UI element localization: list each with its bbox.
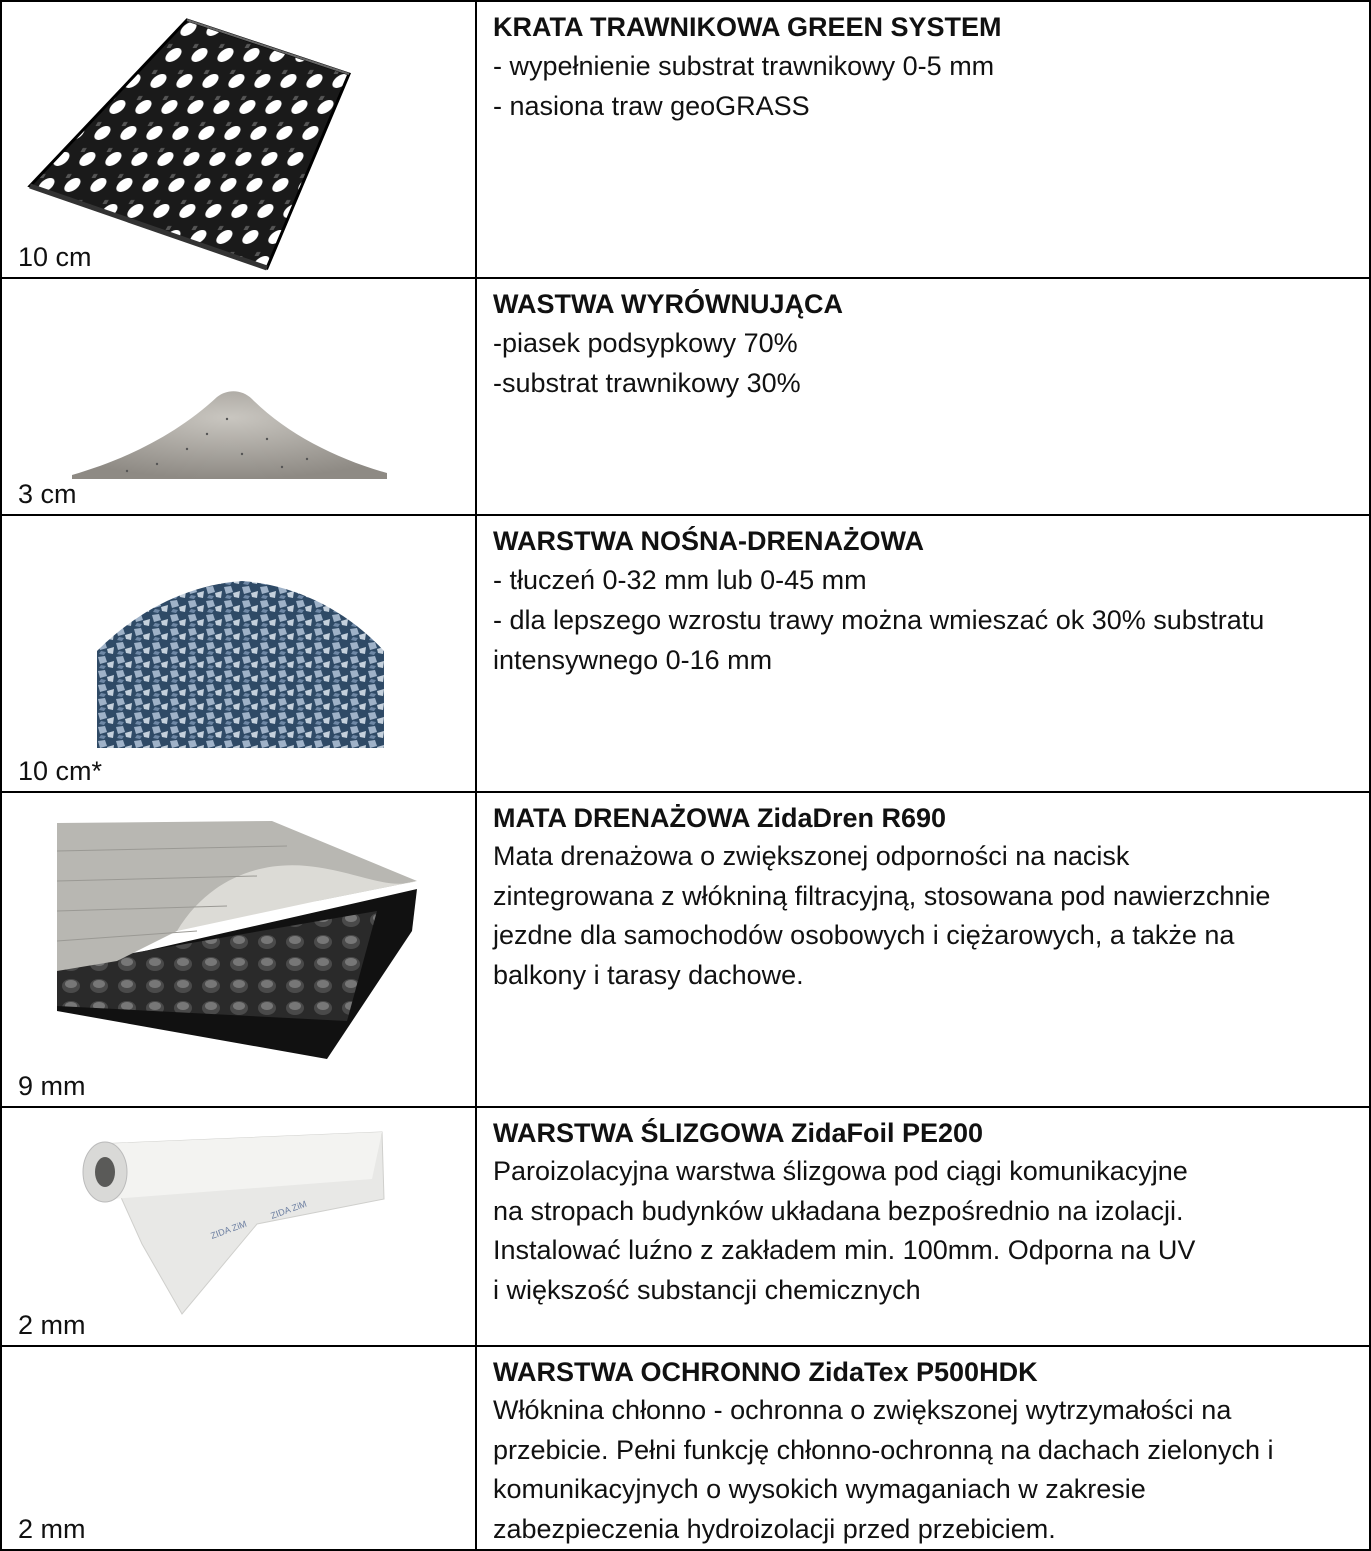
layer-line: Mata drenażowa o zwiększonej odporności na nacisk: [493, 841, 1130, 871]
description-cell: [476, 278, 1370, 515]
layer-line: Instalować luźno z zakładem min. 100mm. Odporna na UV: [493, 1235, 1196, 1265]
layer-line: komunikacyjnych o wysokich wymaganiach w zakresie: [493, 1474, 1146, 1504]
layer-line: jezdne dla samochodów osobowych i ciężarowych, a także na: [493, 920, 1235, 950]
sand-pile-image: [67, 379, 392, 484]
description-cell: [476, 515, 1370, 792]
description-cell: [476, 1107, 1370, 1346]
layer-row-protective-fleece: [1, 1346, 1370, 1550]
image-cell: [1, 792, 476, 1107]
foil-roll-image: [72, 1124, 387, 1316]
layer-line: balkony i tarasy dachowe.: [493, 959, 804, 990]
layer-line: na stropach budynków układana bezpośrednio na izolacji.: [493, 1195, 1184, 1226]
layer-line: - dla lepszego wzrostu trawy można wmieszać ok 30% substratu: [493, 605, 1265, 635]
thickness-label: 9 mm: [18, 1071, 86, 1101]
layer-line: -piasek podsypkowy 70%: [493, 328, 798, 358]
image-cell: [1, 1, 476, 278]
drainage-mat-image: [57, 821, 417, 1059]
thickness-label: 2 mm: [18, 1514, 86, 1544]
thickness-label: 10 cm*: [18, 756, 103, 786]
description-cell: [476, 1, 1370, 278]
layer-title: WARSTWA OCHRONNO ZidaTex P500HDK: [493, 1357, 1038, 1387]
svg-text:ZIDA ZiM: ZIDA ZiM: [209, 1218, 248, 1241]
description-cell: [476, 1346, 1370, 1550]
layer-title: WASTWA WYRÓWNUJĄCA: [493, 289, 843, 319]
layer-line: Paroizolacyjna warstwa ślizgowa pod ciągi komunikacyjne: [493, 1156, 1188, 1186]
layer-line: -substrat trawnikowy 30%: [493, 368, 801, 398]
layer-title: WARSTWA ŚLIZGOWA ZidaFoil PE200: [493, 1118, 984, 1148]
layer-line: zintegrowana z włókniną filtracyjną, stosowana pod nawierzchnie: [493, 880, 1271, 911]
layer-row-sand: [1, 278, 1370, 515]
layer-line: zabezpieczenia hydroizolacji przed przebiciem.: [493, 1513, 1056, 1544]
image-cell: [1, 278, 476, 515]
layer-line: Włóknina chłonno - ochronna o zwiększonej wytrzymałości na: [493, 1395, 1232, 1425]
layer-title: KRATA TRAWNIKOWA GREEN SYSTEM: [493, 12, 1002, 42]
layer-title: WARSTWA NOŚNA-DRENAŻOWA: [493, 526, 924, 556]
thickness-label: 2 mm: [18, 1310, 86, 1340]
thickness-label: 3 cm: [18, 479, 77, 509]
image-cell: [1, 1107, 476, 1346]
layer-row-slip-foil: [1, 1107, 1370, 1346]
svg-text:ZIDA ZiM: ZIDA ZiM: [269, 1198, 308, 1221]
layer-title: MATA DRENAŻOWA ZidaDren R690: [493, 803, 947, 833]
crushed-stone-image: [97, 571, 384, 748]
grass-grid-image: [27, 16, 352, 272]
thickness-label: 10 cm: [18, 242, 92, 272]
layer-row-drainage-mat: [1, 792, 1370, 1107]
image-cell: [1, 1346, 476, 1550]
layer-row-grass-grid: [1, 1, 1370, 278]
layer-line: - wypełnienie substrat trawnikowy 0-5 mm: [493, 51, 995, 81]
layer-row-crushed-stone: [1, 515, 1370, 792]
layer-line: przebicie. Pełni funkcję chłonno-ochronną na dachach zielonych i: [493, 1434, 1274, 1465]
description-cell: [476, 792, 1370, 1107]
layer-line: i większość substancji chemicznych: [493, 1274, 921, 1305]
layer-line: intensywnego 0-16 mm: [493, 645, 773, 675]
layer-line: - tłuczeń 0-32 mm lub 0-45 mm: [493, 565, 867, 595]
layer-line: - nasiona traw geoGRASS: [493, 91, 810, 121]
image-cell: [1, 515, 476, 792]
